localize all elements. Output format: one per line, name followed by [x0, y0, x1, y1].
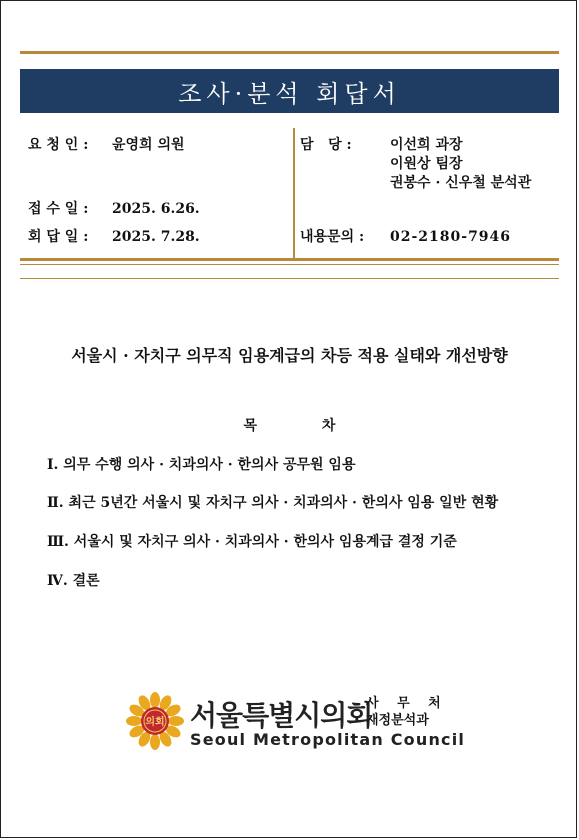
toc-item-1: Ⅰ. 의무 수행 의사 · 치과의사 · 한의사 공무원 임용 [47, 457, 356, 473]
requester-label: 요 청 인 : [28, 137, 89, 153]
council-logo [126, 692, 466, 752]
contact-value-1: 이선희 과장 [390, 137, 463, 153]
office-name: 사 무 처 [366, 696, 448, 711]
info-divider [293, 128, 295, 258]
department-name: 재정분석과 [366, 713, 429, 728]
reply-row [28, 226, 200, 246]
requester-row [28, 134, 185, 154]
reply-label: 회 답 일 : [28, 229, 89, 245]
title-bar [20, 69, 559, 113]
received-value: 2025. 6.26. [112, 201, 200, 217]
toc-item-3: Ⅲ. 서울시 및 자치구 의사 · 치과의사 · 한의사 임용계급 결정 기준 [47, 534, 457, 550]
divider-gold-line-thin-1 [20, 264, 559, 265]
requester-value: 윤영희 의원 [112, 137, 185, 153]
council-name: 서울특별시의회 [190, 699, 373, 732]
inquiry-value: 02-2180-7946 [390, 229, 512, 245]
emblem-text: 의회 [145, 717, 165, 728]
contact-value-3: 권봉수 · 신우철 분석관 [390, 175, 532, 191]
toc-heading: 목 차 [243, 418, 366, 434]
toc-item-4: Ⅳ. 결론 [47, 573, 100, 589]
page-title: 조사·분석 회답서 [178, 79, 401, 108]
toc-item-2: Ⅱ. 최근 5년간 서울시 및 자치구 의사 · 치과의사 · 한의사 임용 일반 현황 [47, 495, 499, 511]
reply-value: 2025. 7.28. [112, 229, 200, 245]
inquiry-label: 내용문의 : [300, 229, 365, 245]
contact-label: 담 당 : [300, 137, 352, 153]
top-gold-line [20, 51, 559, 54]
inquiry-row [300, 226, 511, 246]
received-label: 접 수 일 : [28, 201, 89, 217]
divider-gold-line-thin-2 [20, 278, 559, 279]
contact-value-2: 이원상 팀장 [390, 156, 463, 172]
council-emblem-icon [126, 692, 184, 750]
divider-gold-line-thick [20, 258, 559, 261]
report-title: 서울시 · 자치구 의무직 임용계급의 차등 적용 실태와 개선방향 [71, 346, 508, 365]
received-row [28, 198, 200, 218]
council-name-en: Seoul Metropolitan Council [190, 730, 466, 749]
contact-row [300, 134, 390, 154]
